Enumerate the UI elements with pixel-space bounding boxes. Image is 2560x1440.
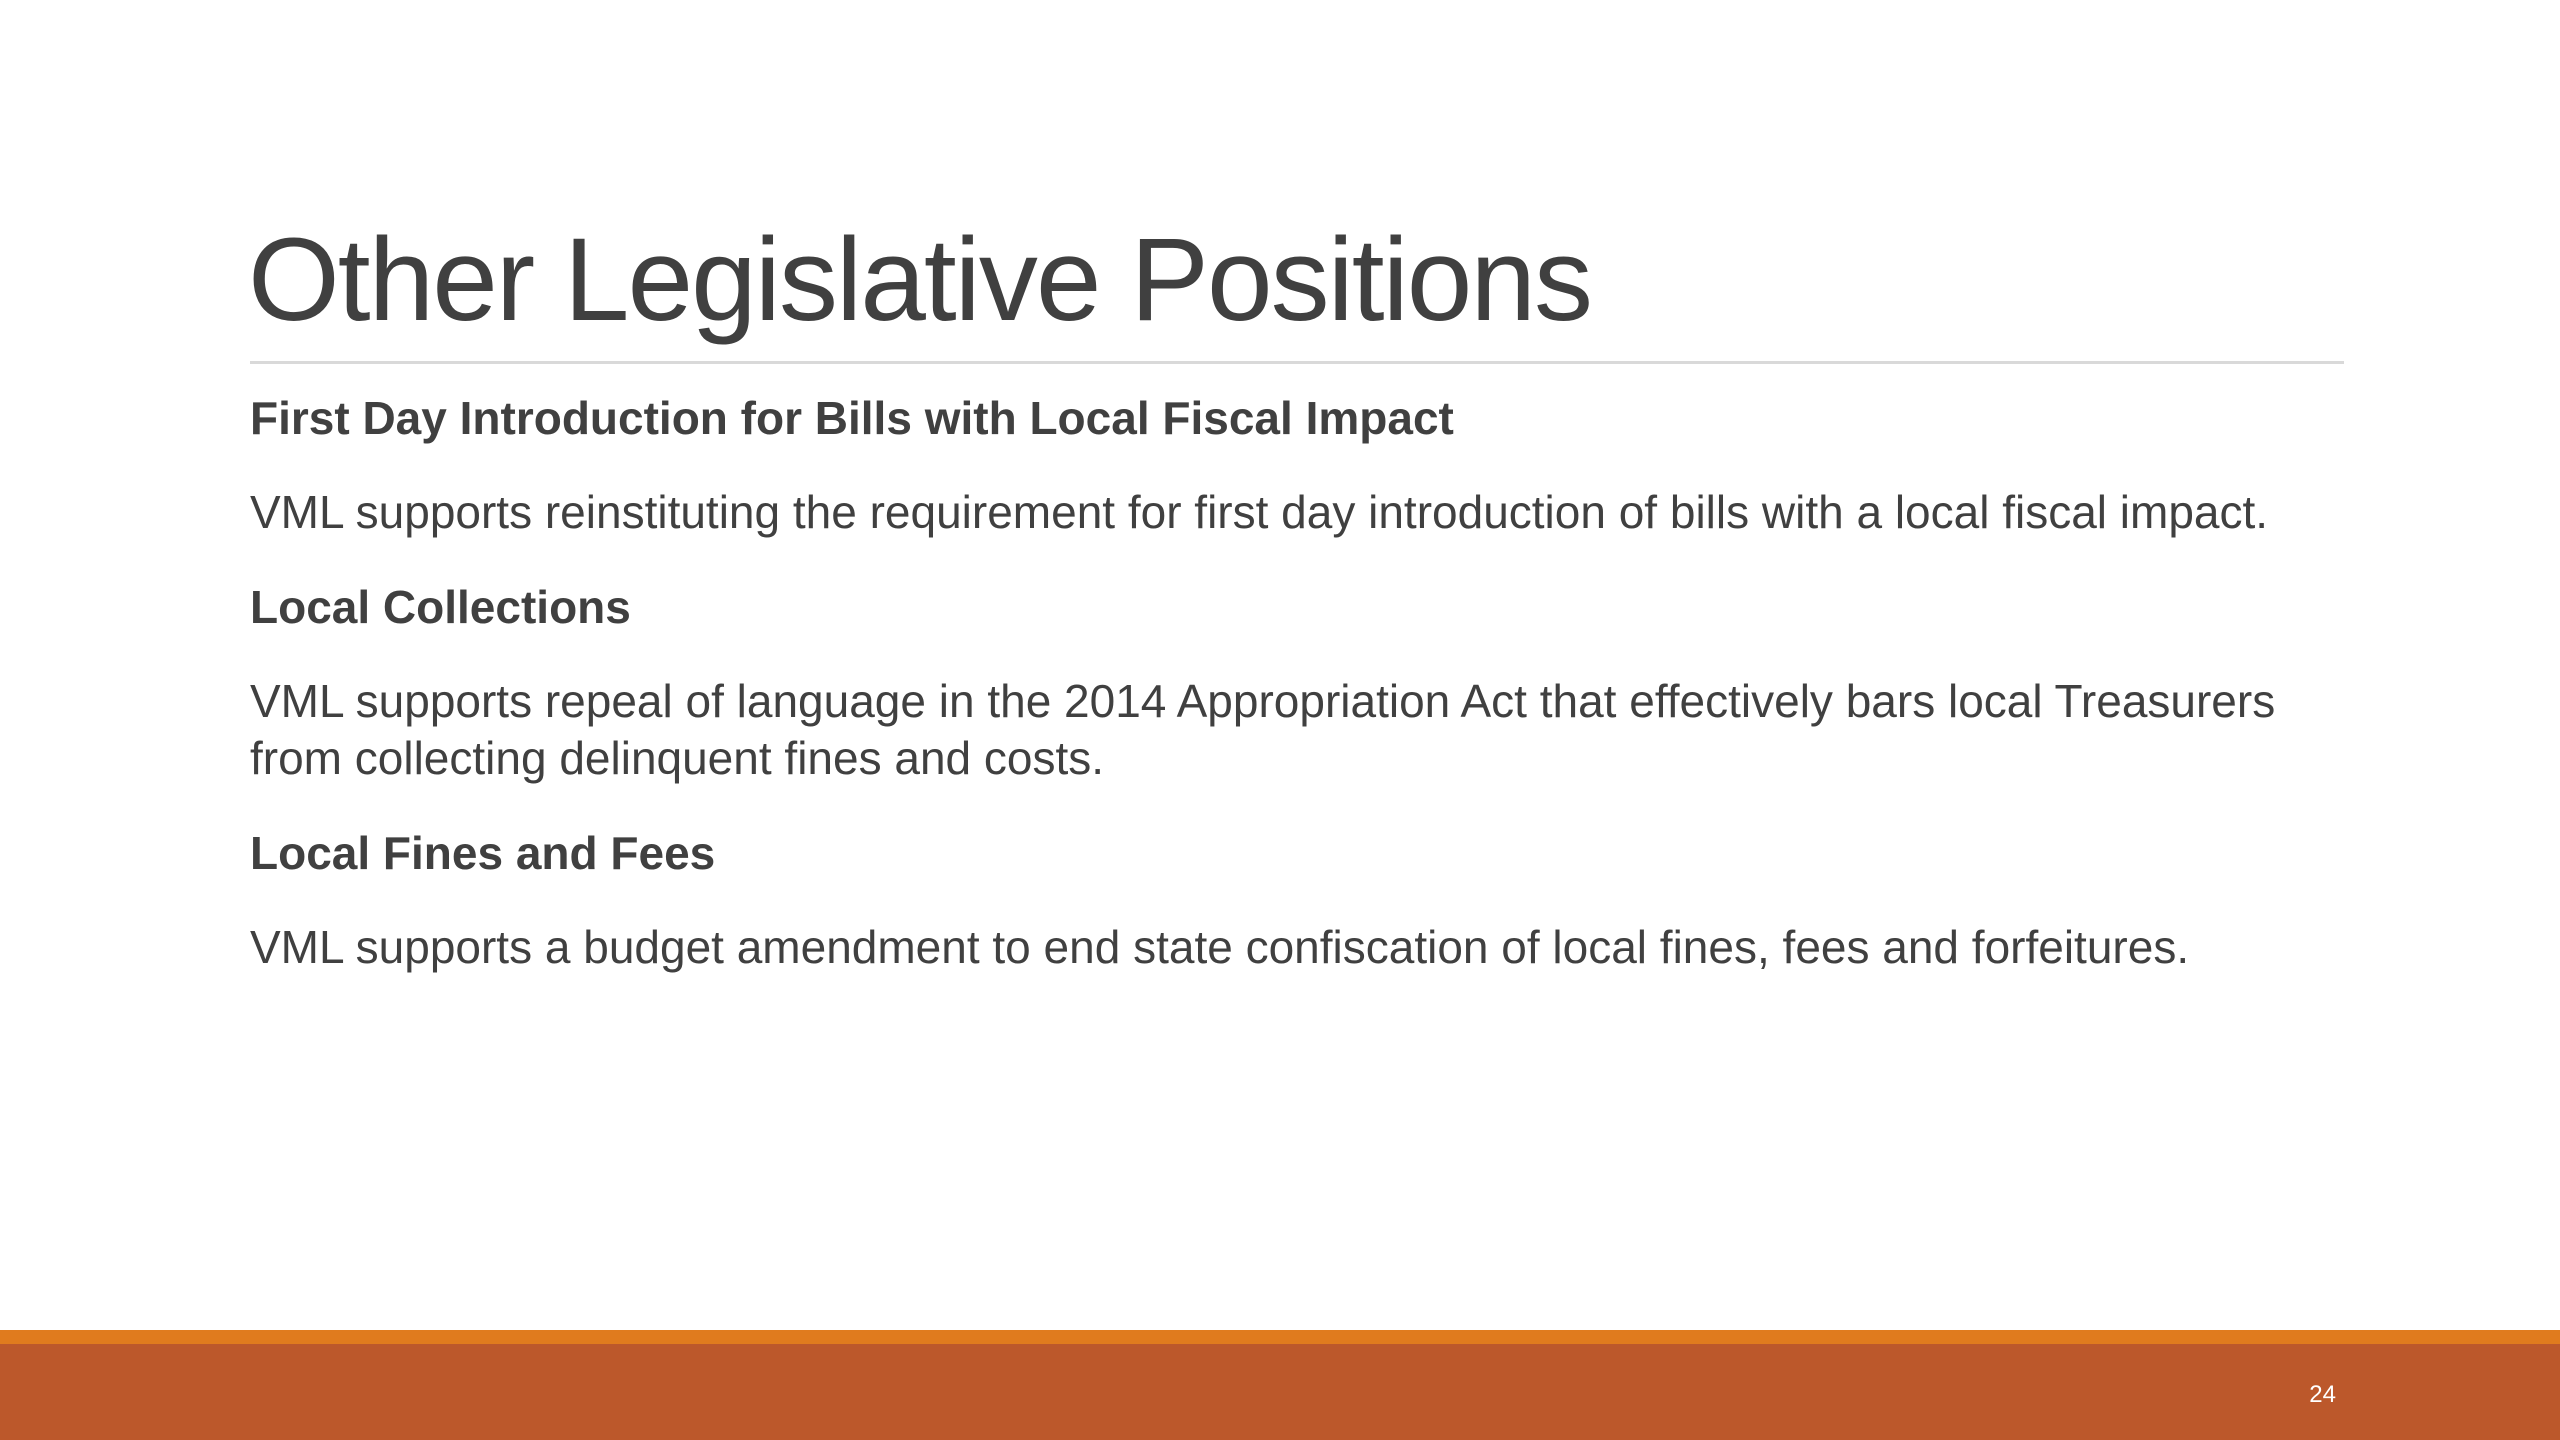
section-heading-first-day: First Day Introduction for Bills with Local Fiscal Impact [250, 392, 1454, 444]
slide-title: Other Legislative Positions [248, 214, 1592, 346]
section-body-local-collections: VML supports repeal of language in the 2014 Appropriation Act that effectively bars local Treasurers from collecting delinquent fines and costs. [250, 675, 2276, 784]
slide-content [250, 390, 2350, 1014]
page-number: 24 [2309, 1381, 2336, 1408]
footer-bar [0, 1344, 2560, 1440]
section-body-first-day: VML supports reinstituting the requirement for first day introduction of bills with a local fiscal impact. [250, 486, 2269, 538]
section-body-local-fines: VML supports a budget amendment to end state confiscation of local fines, fees and forfeitures. [250, 921, 2190, 973]
title-divider [250, 361, 2344, 364]
footer-accent-stripe [0, 1330, 2560, 1344]
section-heading-local-fines: Local Fines and Fees [250, 827, 716, 879]
section-heading-local-collections: Local Collections [250, 581, 631, 633]
